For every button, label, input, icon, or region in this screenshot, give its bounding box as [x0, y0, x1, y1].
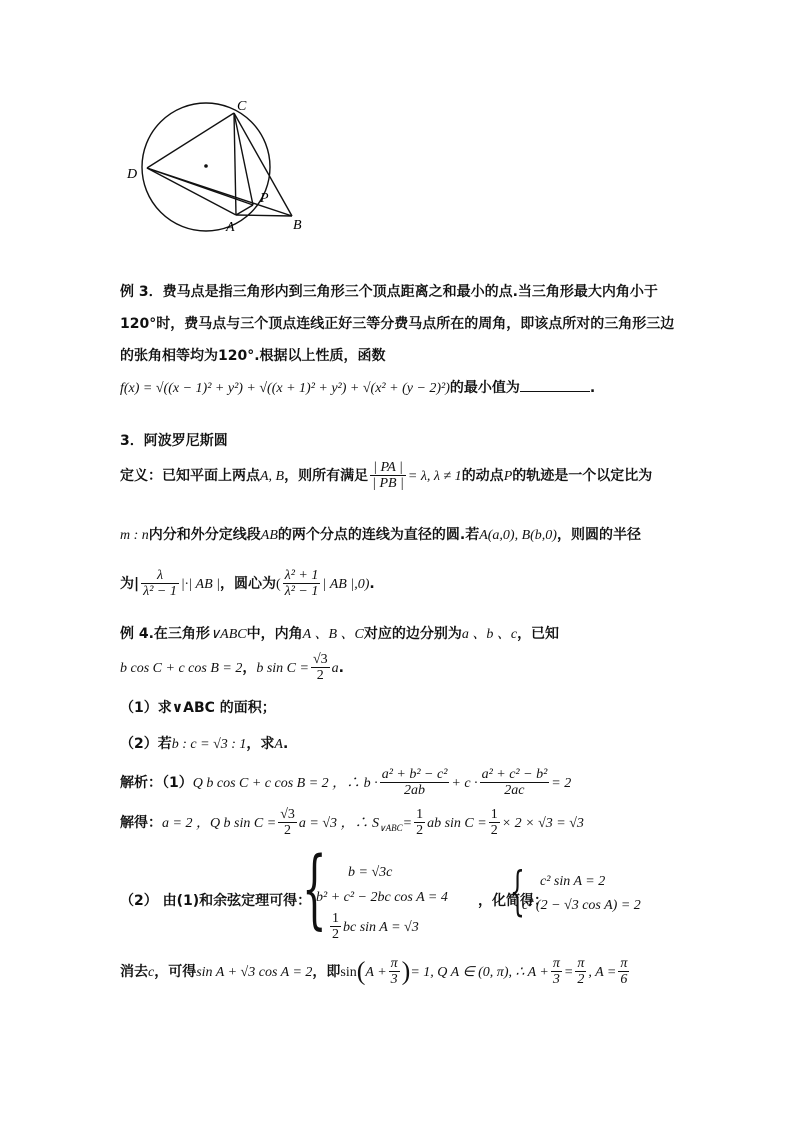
geometry-figure: [120, 95, 320, 245]
q2-text-b: ，求: [246, 736, 275, 752]
ex4-triangle: ∨ABC: [209, 627, 247, 642]
definition-line2: [120, 524, 641, 544]
ex4-text-b: 中，内角: [246, 626, 303, 642]
sol2-num: √3: [280, 807, 295, 822]
sol1-f2-num: a² + c² − b²: [481, 767, 548, 782]
ratio-condition: = λ, λ ≠ 1: [407, 469, 462, 484]
ratio-denominator: | PB |: [372, 476, 404, 491]
center-tail: | AB |,0): [322, 577, 370, 592]
sol2-den: 2: [284, 823, 292, 838]
area-subscript: ∨ABC: [379, 823, 403, 834]
sol4-comma: , A =: [588, 965, 617, 980]
given-comma: ，: [242, 660, 257, 676]
ratio-fraction: [370, 460, 406, 491]
question-2: [120, 733, 288, 753]
radius-tail: |·| AB |: [180, 577, 220, 592]
radius-prefix: 为|: [120, 576, 140, 592]
sol4-pi3: [389, 956, 400, 987]
example3-line1: 例 3．费马点是指三角形内到三角形三个顶点距离之和最小的点.当三角形最大内角小于: [120, 284, 658, 300]
sol4-var-c: c: [148, 965, 155, 980]
segment-CA: [234, 113, 236, 215]
example3-function-line: [120, 377, 595, 397]
center-period: .: [369, 576, 375, 592]
ex4-text-d: ，已知: [517, 626, 560, 642]
label-D: D: [127, 167, 138, 182]
sol2-d: ab sin C =: [427, 816, 487, 831]
min-value-text: 的最小值为: [449, 380, 520, 396]
sol2-half2-num: 1: [490, 807, 498, 822]
ex4-angles: A 、B 、C: [302, 627, 364, 642]
sol4-f2: [551, 956, 562, 987]
given-eq2-pre: b sin C =: [256, 661, 309, 676]
def-text-b: ，则所有满足: [284, 468, 369, 484]
simplify-text: ，化简得：: [478, 893, 548, 909]
radius-fraction: [141, 568, 179, 599]
sol1-fraction1: [380, 767, 450, 798]
sol4-f3: [575, 956, 586, 987]
section3-heading: 3．阿波罗尼斯圆: [120, 433, 228, 449]
sol2-label: 解得：: [120, 815, 162, 831]
segment-DB: [147, 168, 292, 216]
system2-line1: c² sin A = 2: [540, 874, 606, 889]
def2-text-b: 内分和外分定线段: [148, 527, 261, 543]
sol4-open-paren: (: [356, 956, 366, 986]
ratio-numerator: | PA |: [370, 460, 406, 476]
def2-text-c: 的两个分点的连线为直径的圆.若: [277, 527, 480, 543]
answer-blank[interactable]: [520, 379, 590, 392]
center-fraction: [283, 568, 321, 599]
example4-given: [120, 652, 344, 683]
circle-center-dot: [204, 164, 208, 168]
sol4-f2-num: π: [552, 956, 560, 971]
solution-line2: [120, 807, 584, 838]
sol4-sin: sin: [340, 965, 357, 980]
sol4-pi3-den: 3: [390, 972, 398, 987]
sol1-f2-den: 2ac: [504, 783, 525, 798]
def-text-c: 的动点: [461, 468, 504, 484]
label-C: C: [237, 99, 247, 114]
segment-CP: [234, 113, 253, 205]
system1-half-num: 1: [332, 911, 339, 926]
definition-line3: [120, 568, 375, 599]
sol4-f2-den: 3: [552, 972, 560, 987]
sol4-in-a: A +: [365, 965, 387, 980]
segment-DA: [147, 168, 236, 215]
sol2-fraction: [278, 807, 297, 838]
sol2-half1: [414, 807, 425, 838]
solution-line4: [120, 956, 631, 987]
system1-line3-tail: bc sin A = √3: [343, 920, 419, 935]
given-eq1: b cos C + c cos B = 2: [120, 661, 243, 676]
system2-brace: {: [510, 862, 525, 922]
system2-line2: c² (2 − √3 cos A) = 2: [522, 898, 641, 913]
point-coords: A(a,0), B(b,0): [479, 528, 557, 543]
ex4-sides: a 、b 、c: [461, 627, 518, 642]
def-text-a: 定义：已知平面上两点: [120, 468, 260, 484]
center-numerator: λ² + 1: [284, 568, 319, 583]
sol4-f3-den: 2: [577, 972, 585, 987]
sol1-eq: = 2: [551, 776, 572, 791]
sol4-eq2: =: [563, 965, 574, 980]
sol1-fraction2: [480, 767, 550, 798]
ex4-text-c: 对应的边分别为: [363, 626, 462, 642]
question-1: （1）求∨ABC 的面积；: [120, 700, 276, 716]
example3-period: .: [589, 380, 596, 396]
sol2-half1-den: 2: [416, 823, 424, 838]
sol2-half2-den: 2: [490, 823, 498, 838]
sol1-label: 解析：（1）: [120, 775, 193, 791]
system1-line3: [328, 911, 419, 942]
sol4-close-paren: ): [401, 956, 411, 986]
given-eq2-post: a: [331, 661, 339, 676]
example4-line1: [120, 623, 559, 643]
def-point-p: P: [503, 469, 513, 484]
given-eq2-den: 2: [316, 668, 324, 683]
sol2-c: =: [402, 816, 413, 831]
ex4-text-a: 例 4.在三角形: [120, 626, 210, 642]
sol1-plus: + c ·: [451, 776, 478, 791]
sol2-a: a = 2 ，Q b sin C =: [162, 816, 277, 831]
q2-text-a: （2）若: [120, 736, 172, 752]
sol4-after: = 1, Q A ∈ (0, π), ∴ A +: [410, 965, 549, 980]
label-B: B: [293, 218, 302, 233]
given-period: .: [338, 660, 344, 676]
given-eq2-num: √3: [312, 652, 328, 667]
ratio-mn: m : n: [120, 528, 149, 543]
function-expression: f(x) = √((x − 1)² + y²) + √((x + 1)² + y²) + √(x² + (y − 2)²): [120, 381, 450, 396]
sol4-equation: sin A + √3 cos A = 2: [196, 965, 313, 980]
example3-line2: 120°时，费马点与三个顶点连线正好三等分费马点所在的周角，即该点所对的三角形三边: [120, 316, 675, 332]
sol2-b: a = √3 ，∴ S: [298, 816, 380, 831]
definition-line1: [120, 460, 652, 491]
sol4-f3-num: π: [577, 956, 585, 971]
system1-line1: b = √3c: [348, 865, 393, 880]
def-text-d: 的轨迹是一个以定比为: [512, 468, 653, 484]
center-prefix: ，圆心为: [220, 576, 276, 592]
q2-period: .: [282, 736, 289, 752]
sol1-f1-num: a² + b² − c²: [381, 767, 448, 782]
label-P: P: [260, 191, 269, 206]
system1-brace: {: [302, 839, 327, 939]
system1-half: [330, 911, 341, 942]
segment-CD: [147, 113, 234, 168]
sol4-text-a: 消去: [120, 964, 148, 980]
radius-numerator: λ: [141, 568, 179, 584]
solution-line1: [120, 767, 571, 798]
sol1-math: Q b cos C + c cos B = 2 ，∴ b ·: [192, 776, 378, 791]
example3-line3: 的张角相等均为120°.根据以上性质，函数: [120, 348, 386, 364]
sol3-label: （2） 由(1)和余弦定理可得：: [120, 893, 312, 909]
sol4-f4-num: π: [620, 956, 628, 971]
sol1-f1-den: 2ab: [404, 783, 426, 798]
sol4-f4-den: 6: [620, 972, 628, 987]
radius-denominator: λ² − 1: [143, 584, 177, 599]
q2-ratio: b : c = √3 : 1: [171, 737, 247, 752]
q2-target: A: [274, 737, 283, 752]
def2-text-d: ，则圆的半径: [556, 527, 641, 543]
def-points: A, B: [260, 469, 285, 484]
system1-half-den: 2: [332, 927, 339, 942]
center-denominator: λ² − 1: [284, 584, 319, 599]
segment-AB: [236, 215, 292, 216]
given-eq2-fraction: [311, 652, 330, 683]
sol4-f4: [618, 956, 629, 987]
center-open-paren: (: [276, 577, 281, 592]
segment-ab-text: AB: [260, 528, 278, 543]
sol2-e: × 2 × √3 = √3: [501, 816, 584, 831]
label-A: A: [226, 220, 235, 235]
sol2-half2: [489, 807, 500, 838]
sol4-pi3-num: π: [390, 956, 398, 971]
sol4-text-c: ，即: [312, 964, 341, 980]
sol4-text-b: ，可得: [154, 964, 197, 980]
sol2-half1-num: 1: [416, 807, 424, 822]
system1-line2: b² + c² − 2bc cos A = 4: [316, 890, 448, 905]
